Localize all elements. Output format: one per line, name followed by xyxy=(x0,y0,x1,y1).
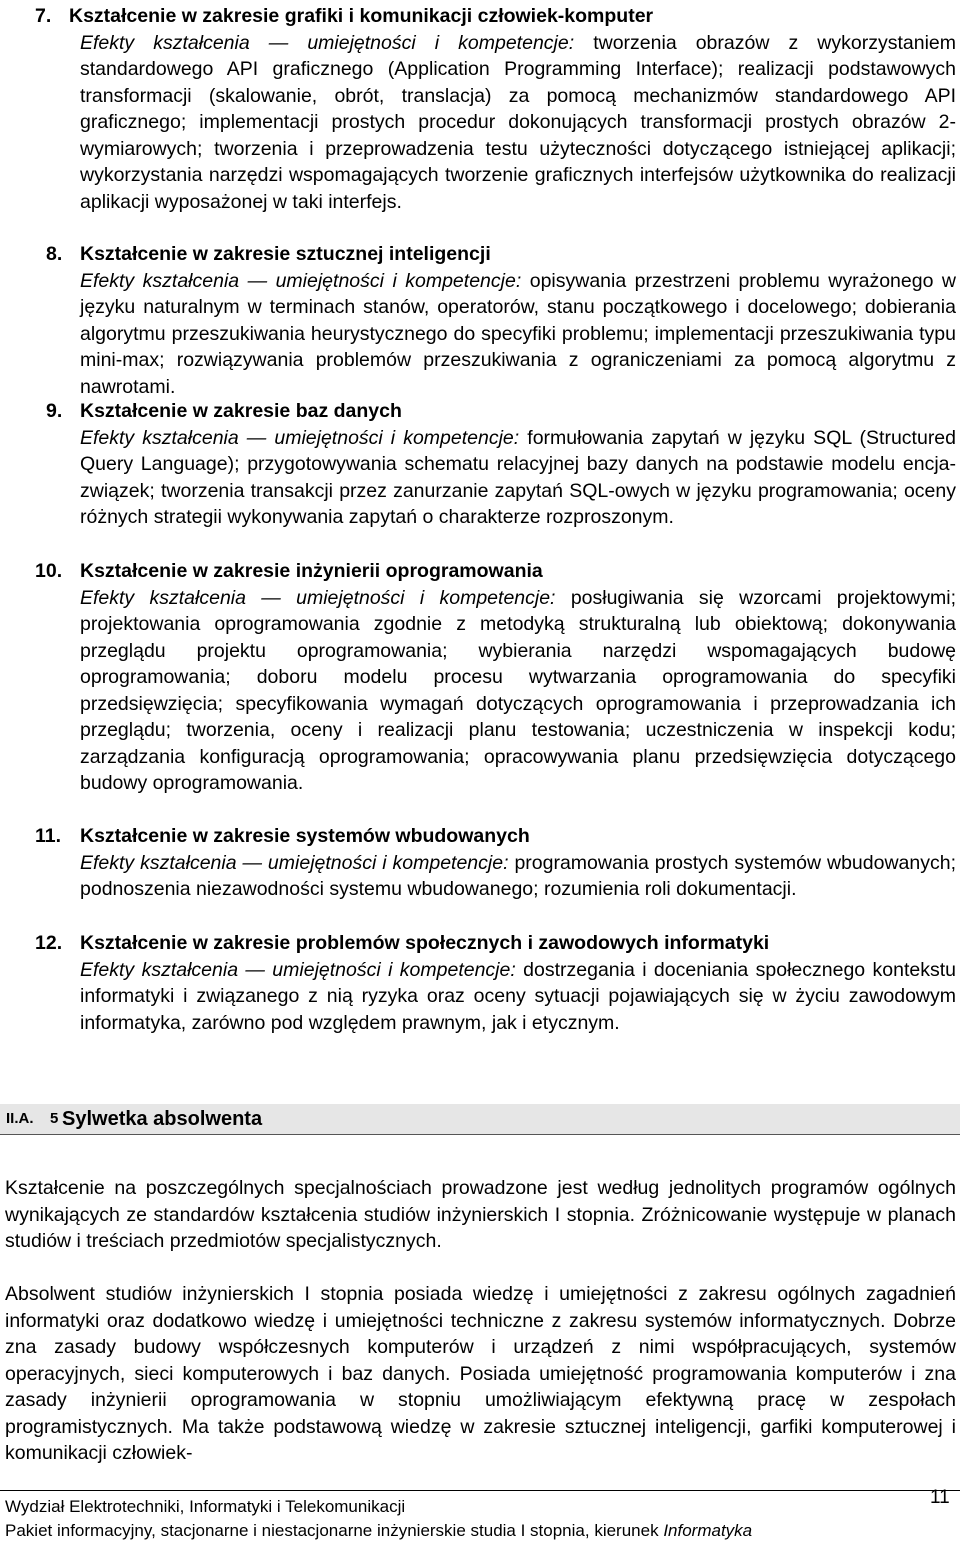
item-title: Kształcenie w zakresie inżynierii oprogramowania xyxy=(80,560,543,582)
paragraph-intro: Kształcenie na poszczególnych specjalnościach prowadzone jest według jednolitych programów ogólnych wynikających ze standardów kształcenia studiów inżynierskich I stopnia. Zróżnicowanie występuje w planach studiów i treściach przedmiotów specjalistycznych. xyxy=(5,1177,956,1252)
section-number: II.A. xyxy=(6,1110,34,1127)
outcomes-label: Efekty kształcenia — umiejętności i kompetencje: xyxy=(80,851,509,874)
outcomes-text: dostrzegania i doceniania społecznego kontekstu informatyki i związanego z nią ryzyka oraz oceny sytuacji pojawiających się w życiu zawodowym informatyka, zarówno pod względem prawnym, jak i etycznym. xyxy=(80,958,956,1034)
item-heading xyxy=(35,3,653,30)
item-title: Kształcenie w zakresie systemów wbudowanych xyxy=(80,825,530,847)
item-heading xyxy=(46,241,491,268)
outcomes-label: Efekty kształcenia — umiejętności i kompetencje: xyxy=(80,426,520,449)
item-title: Kształcenie w zakresie grafiki i komunikacji człowiek-komputer xyxy=(69,5,654,27)
item-number: 8. xyxy=(46,243,63,265)
footer-package-info xyxy=(5,1520,752,1542)
section-number-suffix: 5 xyxy=(50,1110,59,1127)
item-title: Kształcenie w zakresie problemów społecznych i zawodowych informatyki xyxy=(80,932,770,954)
footer-faculty: Wydział Elektrotechniki, Informatyki i Telekomunikacji xyxy=(5,1497,406,1516)
section-title: Sylwetka absolwenta xyxy=(62,1108,263,1130)
footer-package-text: Pakiet informacyjny, stacjonarne i niestacjonarne inżynierskie studia I stopnia, kierunek xyxy=(5,1521,659,1540)
item-number: 12. xyxy=(35,932,63,954)
item-title: Kształcenie w zakresie baz danych xyxy=(80,400,402,422)
item-title: Kształcenie w zakresie sztucznej inteligencji xyxy=(80,243,491,265)
item-body xyxy=(80,30,956,216)
item-number: 11. xyxy=(35,825,62,847)
footer-divider xyxy=(0,1490,960,1491)
item-body xyxy=(80,850,956,903)
item-heading xyxy=(46,398,402,425)
item-body xyxy=(80,957,956,1037)
section-heading xyxy=(0,1104,960,1135)
paragraph-graduate-profile: Absolwent studiów inżynierskich I stopnia posiada wiedzę i umiejętności z zakresu ogólnych zagadnień informatyki oraz dodatkowo wiedzę i umiejętności techniczne z zakresu systemów informatycznych. Dobrze zna zasady budowy współczesnych komputerów i urządzeń z nimi współpracujących, systemów operacyjnych, sieci komputerowych i baz danych. Posiada umiejętność programowania komputerów i zna zasady inżynierii oprogramowania w stopniu umożliwiającym efektywną pracę w zespołach programistycznych. Ma także podstawową wiedzę w zakresie sztucznej inteligencji, garfiki komputerowej i komunikacji człowiek- xyxy=(5,1283,956,1464)
outcomes-label: Efekty kształcenia — umiejętności i kompetencje: xyxy=(80,586,556,609)
outcomes-label: Efekty kształcenia — umiejętności i kompetencje: xyxy=(80,958,516,981)
footer-field-name: Informatyka xyxy=(663,1521,753,1540)
item-heading xyxy=(35,558,543,585)
item-heading xyxy=(35,823,530,850)
item-body xyxy=(80,585,956,797)
outcomes-text: opisywania przestrzeni problemu wyrażonego w języku naturalnym w terminach stanów, operatorów, stanu początkowego i docelowego; dobierania algorytmu przeszukiwania heurystycznego do specyfiki problemu; implementacji przeszukiwania typu mini-max; rozwiązywania problemów przeszukiwania z ograniczeniami za pomocą algorytmu z nawrotami. xyxy=(80,269,956,398)
outcomes-label: Efekty kształcenia — umiejętności i kompetencje: xyxy=(80,269,522,292)
outcomes-text: tworzenia obrazów z wykorzystaniem standardowego API graficznego (Application Programming Interface); realizacji podstawowych transformacji (skalowanie, obrót, translacja) za pomocą mechanizmów standardowego API graficznego; implementacji prostych procedur dokonujących transformacji prostych obrazów 2-wymiarowych; tworzenia i przeprowadzenia testu użyteczności dotyczącego istniejącej aplikacji; wykorzystania narzędzi wspomagających tworzenie graficznych interfejsów użytkownika do realizacji aplikacji wyposażonej w taki interfejs. xyxy=(80,31,956,213)
page-number: 11 xyxy=(930,1487,950,1508)
item-number: 7. xyxy=(35,5,52,27)
item-number: 9. xyxy=(46,400,63,422)
outcomes-text: formułowania zapytań w języku SQL (Structured Query Language); przygotowywania schematu relacyjnej bazy danych na podstawie modelu encja-związek; tworzenia transakcji przez zanurzanie zapytań SQL-owych w języku programowania; oceny różnych strategii wykonywania zapytań o charakterze rozproszonym. xyxy=(80,426,957,528)
item-heading xyxy=(35,930,769,957)
item-body xyxy=(80,268,956,401)
item-body xyxy=(80,425,956,531)
outcomes-text: posługiwania się wzorcami projektowymi; projektowania oprogramowania zgodnie z metodyką strukturalną lub obiektową; dokonywania przeglądu projektu oprogramowania; wybierania narzędzi wspomagających budowę oprogramowania; doboru modelu procesu wytwarzania oprogramowania do specyfiki przedsięwzięcia; specyfikowania wymagań dotyczących oprogramowania i przeprowadzania ich przeglądu; tworzenia, oceny i realizacji planu testowania; uczestniczenia w inspekcji kodu; zarządzania konfiguracją oprogramowania; opracowywania planu przedsięwzięcia dotyczącego budowy oprogramowania. xyxy=(80,586,957,794)
outcomes-label: Efekty kształcenia — umiejętności i kompetencje: xyxy=(80,31,575,54)
outcomes-text: programowania prostych systemów wbudowanych; podnoszenia niezawodności systemu wbudowanego; rozumienia roli dokumentacji. xyxy=(80,851,957,900)
item-number: 10. xyxy=(35,560,63,582)
